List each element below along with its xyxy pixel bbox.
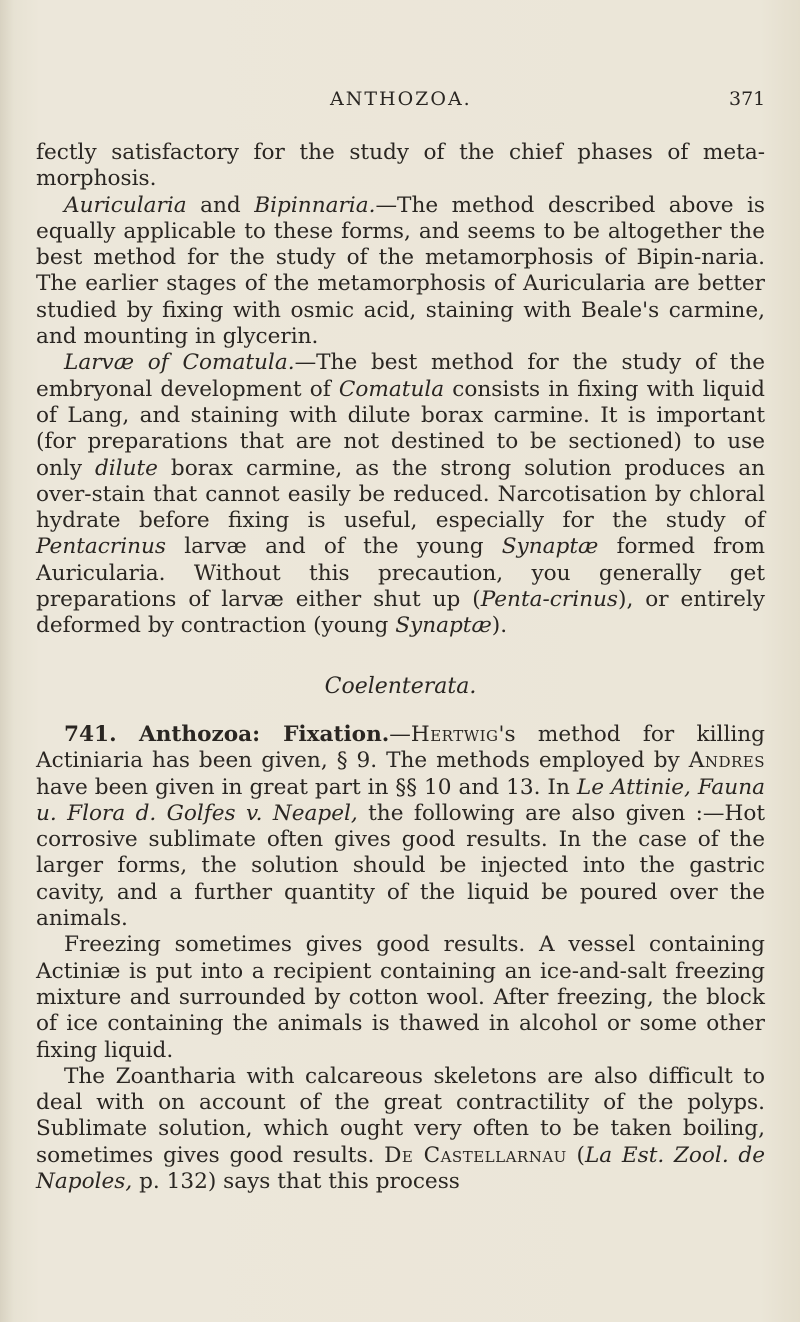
text-run: the following are also given :—Hot corrosive sublimate often gives good results. In the case of the larger forms, the solution should be injected into the gastric cavity, and a further quantity of the liquid be poured over the animals. (36, 800, 765, 932)
author-name: Andres (688, 748, 765, 774)
paragraph-comatula (36, 350, 765, 639)
text-run: p. 132) says that this process (132, 1168, 460, 1194)
italic-term: dilute (94, 455, 158, 481)
italic-term: Comatula (338, 376, 445, 402)
paragraph-title: Anthozoa: Fixation. (138, 721, 390, 747)
paragraph-lead: Larvæ of Comatula. (64, 350, 295, 376)
paragraph-zoantharia (36, 1064, 765, 1195)
text-run: and (186, 192, 255, 218)
italic-term: Penta-crinus (480, 587, 619, 613)
running-head (0, 88, 800, 118)
text-run: larvæ and of the young (166, 534, 502, 560)
text-run: ), or entirely deformed by contraction (young (36, 587, 765, 639)
italic-citation: Le Attinie, Fauna u. Flora d. Golfes v. Neapel, (36, 774, 765, 826)
text-run: ( (566, 1142, 585, 1168)
body-text (36, 140, 765, 1195)
paragraph-number: 741. (64, 721, 117, 747)
paragraph-auricularia (36, 193, 765, 351)
italic-term: Pentacrinus (36, 534, 167, 560)
italic-citation: La Est. Zool. de Napoles, (36, 1142, 766, 1194)
text-run: have been given in great part in §§ 10 and 13. In (36, 774, 577, 800)
paragraph-lead: Auricularia (64, 192, 187, 218)
italic-term: Synaptæ (395, 613, 492, 639)
paragraph-text: Freezing sometimes gives good results. A vessel containing Actiniæ is put into a recipient containing an ice-and-salt freezing mixture and surrounded by cotton wool. After freezing, the block of ice containing the animals is thawed in alcohol or some other fixing liquid. (36, 932, 765, 1063)
paragraph-lead-2: Bipinnaria. (254, 192, 376, 218)
text-run: 's method for killing Actiniaria has been given, § 9. The methods employed by (36, 721, 766, 774)
text-run: The Zoantharia with calcareous skeletons are also difficult to deal with on account of the great contractility of the polyps. Sublimate solution, which ought very often to be taken boiling, sometimes gives good results. (36, 1063, 765, 1168)
author-name: Hertwig (410, 721, 499, 747)
text-run: borax carmine, as the strong solution produces an over-stain that cannot easily be reduced. Narcotisation by chloral hydrate before fixing is useful, especially for the study of (36, 455, 765, 534)
text-run: formed from Auricularia. Without this precaution, you generally get preparations of larvæ either shut up ( (36, 534, 765, 613)
text-run: — (389, 721, 411, 747)
text-run: —The best method for the study of the embryonal development of (36, 350, 765, 402)
page-number: 371 (729, 88, 766, 110)
paragraph-freezing (36, 932, 765, 1063)
section-heading: Coelenterata. (324, 673, 477, 699)
paragraph-continuation (36, 140, 765, 193)
author-name: De Castellarnau (384, 1142, 567, 1168)
text-run: consists in fixing with liquid of Lang, and staining with dilute borax carmine. It is important (for preparations that are not destined to be sectioned) to use only (36, 376, 765, 481)
text-run: —The method described above is equally applicable to these forms, and seems to be altogether the best method for the study of the metamorphosis of Bipin-naria. The earlier stages of the metamorphosis of Auricularia are better studied by fixing with osmic acid, staining with Beale's carmine, and mounting in glycerin. (36, 192, 765, 350)
italic-term: Synaptæ (501, 534, 599, 560)
text-run: ). (491, 613, 508, 639)
paragraph-text: fectly satisfactory for the study of the chief phases of meta-morphosis. (36, 140, 765, 192)
running-head-title: ANTHOZOA. (330, 88, 472, 110)
paragraph-anthozoa (36, 722, 765, 932)
